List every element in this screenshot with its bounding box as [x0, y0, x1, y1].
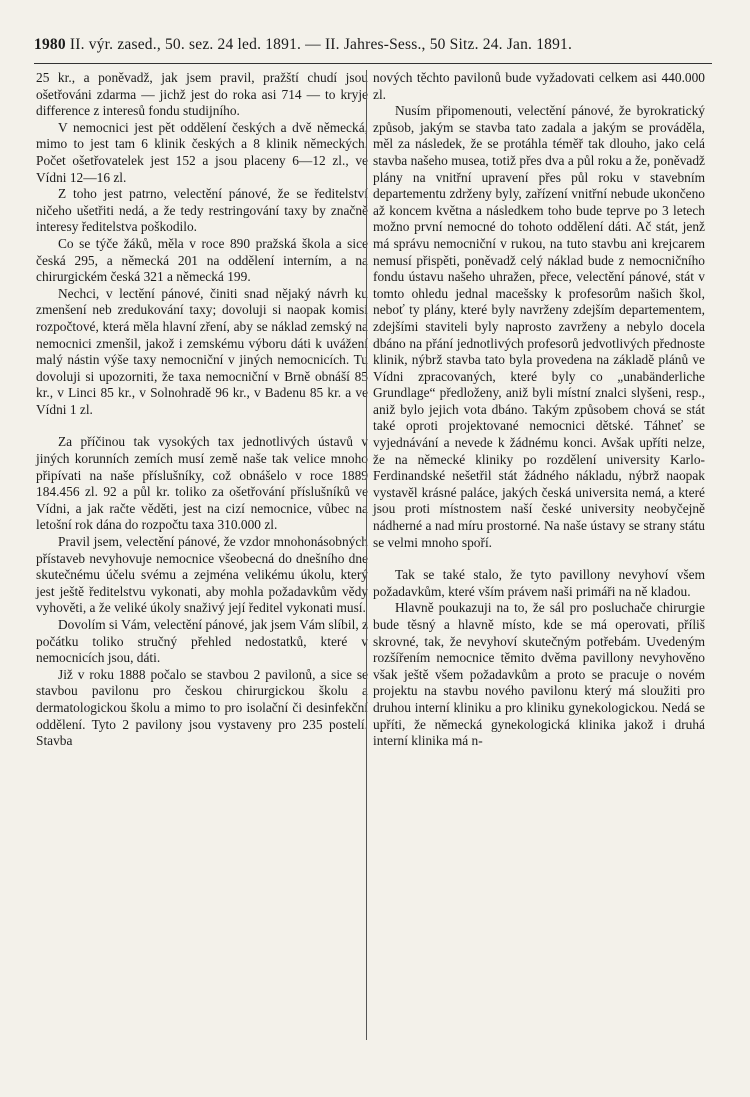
right-column: [373, 70, 705, 750]
paragraph: Hlavně poukazuji na to, že sál pro posluchače chirurgie bude těsný a hlavně místo, kde se má operovati, příliš skrovné, tak, že nevyhoví skutečným potřebám. Uvedeným rozšířením nemocnice těmito dvěma pavillony nevyhověno však ještě všem požadavkům a proto se pracuje o novém projektu na stavbu nového pavilonu který má sloužiti pro druhou interní kliniku a pro kliniku gynekologickou. Nedá se upříti, že německá gynekologická klinika jakož i druhá interní klinika má n-: [373, 600, 705, 749]
paragraph: Pravil jsem, velectění pánové, že vzdor mnohonásobných přístaveb nevyhovuje nemocnice všeobecná do dnešního dne skutečnému účelu svému a zejména velikému úkolu, který jest ještě ředitelstvu vykonati, aby mohla požadavkům vědy vyhověti, a že veliké úkoly snaživý její ředitel vykonati musí.: [36, 534, 368, 616]
paragraph: V nemocnici jest pět oddělení českých a dvě německá, mimo to jest tam 6 klinik českých a 8 klinik německých. Počet ošetřovatelek jest 152 a jsou placeny 6—12 zl., ve Vídni 12—16 zl.: [36, 119, 368, 185]
left-column: [36, 70, 368, 750]
page-number: 1980: [34, 36, 66, 53]
running-head: II. výr. zased., 50. sez. 24 led. 1891. — II. Jahres-Sess., 50 Sitz. 24. Jan. 1891.: [69, 36, 573, 53]
column-divider: [366, 70, 367, 1040]
paragraph: Z toho jest patrno, velectění pánové, že se ředitelství ničeho ušetřiti nedá, a že tedy restringování taxy by značně interesy ředitelstva poškodilo.: [36, 186, 368, 235]
paragraph: Tak se také stalo, že tyto pavillony nevyhoví všem požadavkům, které vším právem naši primáři na ně kladou.: [373, 567, 705, 599]
header-rule: [34, 63, 712, 64]
paragraph: 25 kr., a poněvadž, jak jsem pravil, pražští chudí jsou ošetřováni zdarma — jichž jest do roka asi 714 — to kryje difference z interesů fondu studijního.: [36, 70, 368, 119]
paragraph: Nusím připomenouti, velectění pánové, že byrokratický způsob, jakým se stavba tato zadala a jakým se prováděla, měl za následek, že se protáhla téměř tak dlouho, jako celá stavba našeho musea, totiž přes dva a půl roku a že, poněvadž plány na vnitřní upravení přes půl roku v stavebním departementu zdrženy byly, zařízení vnitřní nebude ukončeno až koncem května a následkem toho bude teprve po 3 letech možno první nemocné do tohoto oddělení dáti. Ač stát, jenž má správu nemocniční v rukou, na tuto stavbu ani krejcarem nemusí přispěti, poněvadž celý náklad bude z nemocničního fondu ústavu našeho uhražen, přece, velectění pánové, stát v tomto ohledu jednal macešsky k profesorům našich škol, neboť ty plány, které byly navrženy zdejším departementem, zdejšími staviteli byly naprosto zavrženy a nebylo docela dbáno na přání jednotlivých profesorů jedvotlivých přednoste klinik, nýbrž stavba tato byla provedena na základě plánů ve Vídni zpracovaných, které byly co „unabänderliche Grundlage“ předloženy, aniž byli místní znalci slyšeni, resp., aniž bylo jejich vota dbáno. Takým způsobem chová se stát také oproti projektované nemocnici dětské. Táhneť se vyjednávání a nevede k žádnému konci. Avšak upříti nelze, že na německé kliniky po rozdělení university Karlo-Ferdinandské nešetřil stát žádného nákladu, nýbrž naopak vystavěl krásné paláce, jakých česká universita nemá, a které jsou proti místnostem naší české university neobyčejně nádherné a nad míru prostorné. Na naše ústavy se strany státu se velmi mnoho spoří.: [373, 103, 705, 550]
paragraph: Nechci, v lectění pánové, činiti snad nějaký návrh ku zmenšení neb zredukování taxy; dovoluji si naopak komisi rozpočtové, která měla hlavní zření, aby se náklad zemský na nemocnici zmenšil, jakož i zemskému výboru dáti k uvážení malý nástin výše taxy nemocniční v jiných nemocnicích. Tu dovoluji si upozorniti, že taxa nemocniční v Brně obnáší 85 kr., v Linci 85 kr., v Solnohradě 96 kr., v Badenu 85 kr. a ve Vídni 1 zl.: [36, 285, 368, 417]
paragraph: Co se týče žáků, měla v roce 890 pražská škola a sice česká 295, a německá 201 na oddělení interním, a na chirurgickém česká 321 a německá 199.: [36, 235, 368, 285]
paragraph: Za příčinou tak vysokých tax jednotlivých ústavů v jiných korunních zemích musí země naše tak velice mnoho připívati na naše příslušníky, což obnášelo v roce 1889 184.456 zl. 92 a půl kr. toliko za ošetřování příslušníků ve Vídni, a jak račte věděti, jest na cizí nemocnice, vůbec na letošní rok dána do rozpočtu taxa 310.000 zl.: [36, 434, 368, 533]
paragraph: nových těchto pavilonů bude vyžadovati celkem asi 440.000 zl.: [373, 70, 705, 102]
page-header: [34, 36, 714, 54]
paragraph: Již v roku 1888 počalo se stavbou 2 pavilonů, a sice se stavbou pavilonu pro českou chirurgickou školu a dermatologickou školu a mimo to pro isolační či desinfekční oddělení. Tyto 2 pavilony jsou vystaveny pro 235 postelí. Stavba: [36, 666, 368, 749]
paragraph: Dovolím si Vám, velectění pánové, jak jsem Vám slíbil, z počátku toliko stručný přehled nedostatků, které v nemocnicích jsou, dáti.: [36, 617, 368, 666]
